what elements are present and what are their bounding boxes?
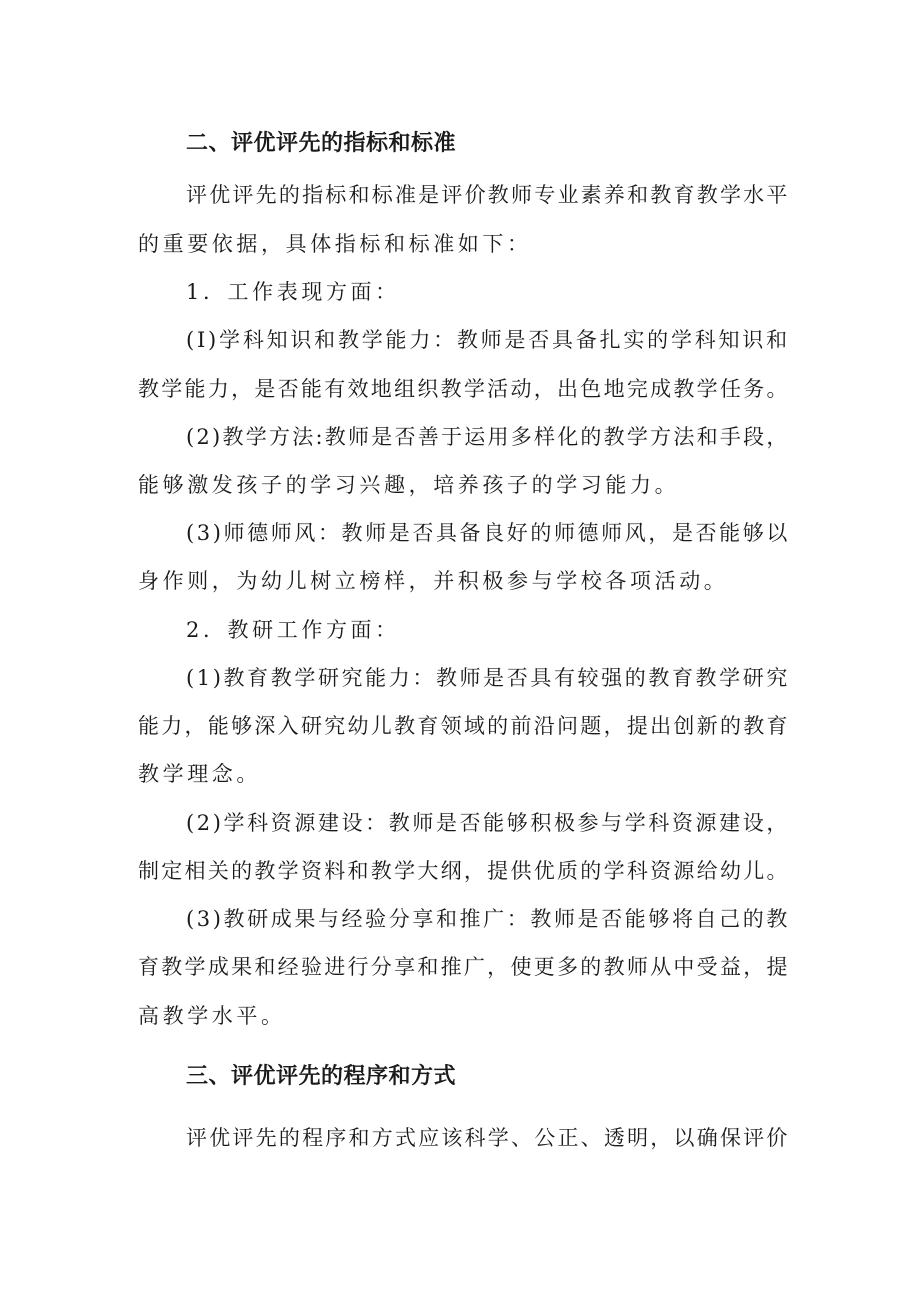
list-item-line: 制定相关的教学资料和教学大纲，提供优质的学科资源给幼儿。 — [138, 859, 790, 883]
list-item-line: 能力，能够深入研究幼儿教育领域的前沿问题，提出创新的教育 — [138, 714, 790, 738]
paragraph-line: 评优评先的指标和标准是评价教师专业素养和教育教学水平 — [186, 183, 790, 207]
list-item-line: (I)学科知识和教学能力：教师是否具备扎实的学科知识和 — [186, 328, 790, 352]
list-item-line: (1)教育教学研究能力：教师是否具有较强的教育教学研究 — [186, 666, 790, 690]
list-item-line: 能够激发孩子的学习兴趣，培养孩子的学习能力。 — [138, 473, 680, 497]
list-item-line: 教学能力，是否能有效地组织教学活动，出色地完成教学任务。 — [138, 377, 790, 401]
list-item-line: (3)师德师风：教师是否具备良好的师德师风，是否能够以 — [186, 521, 790, 545]
list-item-line: 教学理念。 — [138, 762, 261, 786]
list-item-line: (2)教学方法:教师是否善于运用多样化的教学方法和手段， — [186, 425, 790, 449]
paragraph-line: 的重要依据，具体指标和标准如下： — [138, 232, 532, 256]
section-heading-2: 二、评优评先的指标和标准 — [186, 131, 457, 156]
list-item-line: 高教学水平。 — [138, 1004, 286, 1028]
list-item-line: 育教学成果和经验进行分享和推广，使更多的教师从中受益，提 — [138, 955, 790, 979]
list-item-line: (3)教研成果与经验分享和推广：教师是否能够将自己的教 — [186, 907, 790, 931]
paragraph-line: 评优评先的程序和方式应该科学、公正、透明，以确保评价 — [186, 1126, 790, 1150]
section-heading-3: 三、评优评先的程序和方式 — [186, 1064, 457, 1089]
list-item-line: 身作则，为幼儿树立榜样，并积极参与学校各项活动。 — [138, 569, 729, 593]
list-item-line: (2)学科资源建设：教师是否能够积极参与学科资源建设， — [186, 811, 790, 835]
subsection-heading: 2．教研工作方面： — [186, 618, 400, 642]
subsection-heading: 1．工作表现方面： — [186, 280, 400, 304]
